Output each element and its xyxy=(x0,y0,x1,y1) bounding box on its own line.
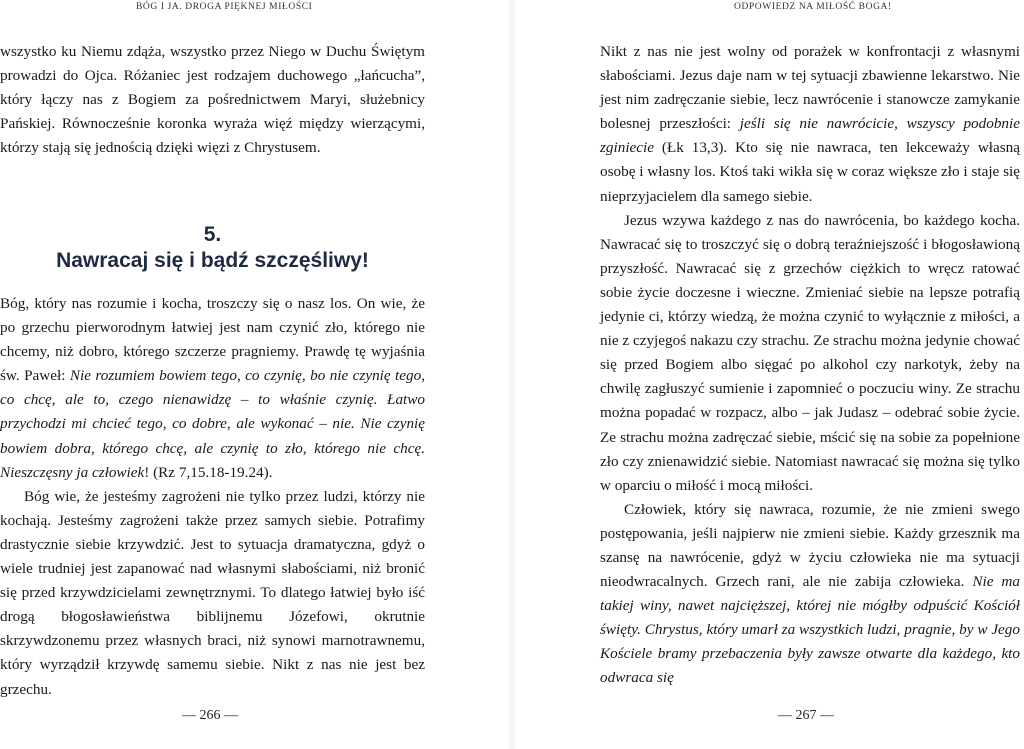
running-head-left: BÓG I JA. DROGA PIĘKNEJ MIŁOŚCI xyxy=(136,2,313,12)
quote: Nie ma takiej winy, nawet najcięższej, której nie mógłby odpuścić Kościół święty. Chrystus, który umarł za wszystkich ludzi, pragnie, by w Jego Kościele bramy przebaczenia były zawsze otwarte dla każdego, kto odwraca się xyxy=(600,573,1020,687)
paragraph-text: Nikt z nas nie jest wolny od porażek w konfrontacji z własnymi słabościami. Jezus daje nam w tej sytuacji zbawienne lekarstwo. Nie jest nim zadręczanie siebie, lecz nawrócenie i stanowcze zamykanie bolesnej przeszłości: xyxy=(600,43,1020,133)
chapter-title: Nawracaj się i bądź szczęśliwy! xyxy=(56,249,369,272)
paragraph-text: Bóg, który nas rozumie i kocha, troszczy się o nasz los. On wie, że po grzechu pierworodnym łatwiej jest nam czynić zło, którego nie chcemy, niż dobro, którego szczerze pragniemy. Prawdę tę wyjaśnia św. Paweł: xyxy=(0,295,425,385)
paragraph: wszystko ku Niemu zdąża, wszystko przez Niego w Duchu Świętym prowadzi do Ojca. Różaniec jest rodzajem duchowego „łańcucha”, który łączy nas z Bogiem za pośrednictwem Maryi, służebnicy Pańskiej. Równocześnie koronka wyraża więź między wierzącymi, którzy stają się jednością dzięki więzi z Chrystusem. xyxy=(0,43,425,157)
page-number-left: — 266 — xyxy=(182,708,238,723)
scripture-quote: Nie rozumiem bowiem tego, co czynię, bo nie czynię tego, co chcę, ale to, czego nienawidzę – to właśnie czynię. Łatwo przychodzi mi chcieć tego, co dobre, ale wykonać – nie. Nie czynię bowiem dobra, którego chcę, ale czynię to zło, którego nie chcę. Nieszczęsny ja człowiek xyxy=(0,367,425,481)
right-page xyxy=(512,0,1024,749)
left-text-body xyxy=(0,292,425,702)
right-text-body xyxy=(600,40,1020,691)
scripture-quote: jeśli się nie nawrócicie, wszyscy podobnie zginiecie xyxy=(600,115,1020,157)
paragraph xyxy=(600,498,1020,691)
paragraph: Jezus wzywa każdego z nas do nawrócenia, bo każdego kocha. Nawracać się to troszczyć się o dobrą teraźniejszość i błogosławioną przyszłość. Nawracać się z grzechów ciężkich to wręcz ratować sobie życie doczesne i wieczne. Zmieniać siebie na lepsze potrafią jedynie ci, którzy wiedzą, że można czynić to wyłącznie z miłości, a nie z czyjegoś nakazu czy strachu. Ze strachu można jedynie chować się przed Bogiem albo sięgać po alkohol czy narkotyk, żeby na chwilę zagłuszyć sumienie i zapomnieć o poczuciu winy. Ze strachu można popadać w rozpacz, albo – jak Judasz – odebrać sobie życie. Ze strachu można zadręczać siebie, mścić się na sobie za popełnione zło czy znienawidzić siebie. Natomiast nawracać się można się tylko w oparciu o miłość i mocą miłości. xyxy=(600,211,1020,494)
page-number-right: — 267 — xyxy=(778,708,834,723)
paragraph-text: Człowiek, który się nawraca, rozumie, że nie zmieni swego postępowania, jeśli najpierw nie zmieni siebie. Każdy grzesznik ma szansę na nawrócenie, gdyż w życiu człowieka nie ma sytuacji nieodwracalnych. Grzech rani, ale nie zabija człowieka. xyxy=(600,500,1020,591)
chapter-number: 5. xyxy=(203,223,222,246)
paragraph-text: (Łk 13,3). Kto się nie nawraca, ten lekceważy własną osobę i własny los. Ktoś taki wikła się w coraz większe zło i staje się nieprzyjacielem dla samego siebie. xyxy=(600,139,1020,205)
paragraph: Bóg wie, że jesteśmy zagrożeni nie tylko przez ludzi, którzy nie kochają. Jesteśmy zagrożeni także przez samych siebie. Potrafimy drastycznie siebie krzywdzić. Jest to sytuacja dramatyczna, gdyż o wiele trudniej jest zapanować nad własnymi słabościami, niż bronić się przed krzywdzicielami zewnętrznymi. To dlatego łatwiej było iść drogą błogosławieństwa biblijnemu Józefowi, okrutnie skrzywdzonemu przez własnych braci, niż synowi marnotrawnemu, który wyrządził krzywdę samemu siebie. Nikt z nas nie jest bez grzechu. xyxy=(0,487,425,698)
scripture-reference: ! (Rz 7,15.18-19.24). xyxy=(144,463,273,481)
left-text-top xyxy=(0,40,425,160)
running-head-right: ODPOWIEDZ NA MIŁOŚĆ BOGA! xyxy=(734,2,892,12)
paragraph xyxy=(0,292,425,485)
paragraph xyxy=(600,40,1020,209)
chapter-heading xyxy=(0,222,425,274)
